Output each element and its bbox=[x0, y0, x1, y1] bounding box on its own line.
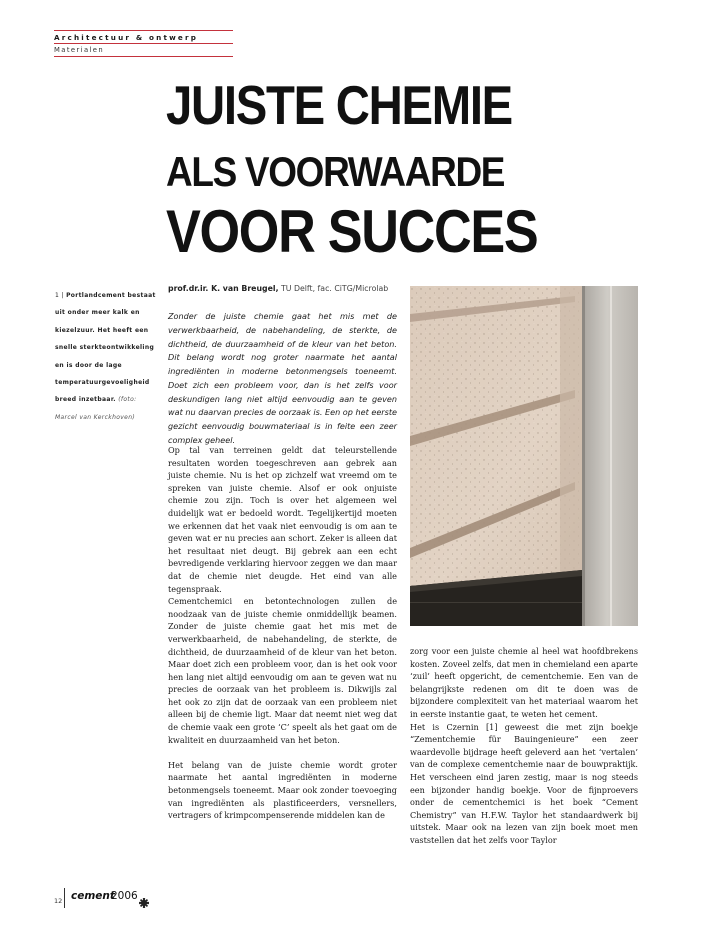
body-paragraph: Het belang van de juiste chemie wordt groter naarmate het aantal ingrediënten in moderne betonmengsels toeneemt. Maar ook zonder toevoeging van ingrediënten als plastificeerders, versnellers, vertragers of krimpcompenserende middelen kan de bbox=[168, 759, 397, 821]
body-paragraph: Op tal van terreinen geldt dat teleurstellende resultaten worden toegeschreven aan gebrek aan juiste chemie. Nu is het op zichzelf wat vreemd om te spreken van juiste chemie. Alsof er ook onjuiste chemie zou zijn. Toch is over het algemeen wel duidelijk wat er bedoeld wordt. Tegelijkertijd moeten we erkennen dat het vaak niet eenvoudig is om aan te geven wat er nu precies aan schort. Zeker is alleen dat het resultaat niet deugt. Bij gebrek aan een echt bevredigende verklaring hiervoor zeggen we dan maar dat de chemie niet deugde. Het eind van alle tegenspraak. bbox=[168, 445, 397, 594]
body-paragraph: Het is Czernin [1] geweest die met zijn boekje “Zementchemie für Bauingenieure” een zeer waardevolle bijdrage heeft geleverd aan het ‘vertalen’ van de complexe cementchemie naar de bouwpraktijk. Het verscheen eind jaren zestig, maar is nog steeds een bijzonder handig boekje. Voor de fijnproevers onder de cementchemici is het boek “Cement Chemistry” van H.F.W. Taylor het standaardwerk bij uitstek. Maar ook na lezen van zijn boek moet men vaststellen dat het zelfs voor Taylor bbox=[410, 721, 638, 845]
author-line bbox=[168, 284, 388, 293]
footer-divider bbox=[64, 888, 65, 908]
magazine-year: 2006 bbox=[111, 890, 138, 902]
title-line-1: JUISTE CHEMIE bbox=[166, 74, 512, 136]
body-column-2 bbox=[410, 645, 638, 847]
lead-paragraph: Zonder de juiste chemie gaat het mis met de verwerkbaarheid, de nabehandeling, de sterkte, de dichtheid, de duurzaamheid of de kleur van het beton. Dit belang wordt nog groter naarmate het aantal ingrediënten in moderne betonmengsels toeneemt. Doet zich een probleem voor, dan is het zelfs voor deskundigen lang niet altijd eenvoudig aan te geven wat nu daarvan precies de oorzaak is. Een op het eerste gezicht eenvoudig bouwmateriaal is in feite een zeer complex geheel. bbox=[168, 311, 397, 445]
body-paragraph: zorg voor een juiste chemie al heel wat hoofdbrekens kosten. Zoveel zelfs, dat men in chemieland een aparte ‘zuil’ heeft opgericht, de cementchemie. Een van de belangrijkste redenen om dit te doen was de bijzondere complexiteit van het materiaal waarom het in eerste instantie gaat, te weten het cement. bbox=[410, 646, 638, 719]
page-number: 12 bbox=[54, 897, 63, 905]
header-middle-rule bbox=[54, 43, 233, 44]
caption-text: Portlandcement bestaat uit onder meer kalk en kiezelzuur. Het heeft een snelle sterkteontwikkeling en is door de lage temperatuurgevoeligheid breed inzetbaar. bbox=[55, 292, 156, 404]
series-label: Architectuur & ontwerp bbox=[54, 33, 199, 42]
author-affiliation: TU Delft, fac. CiTG/Microlab bbox=[281, 284, 389, 293]
header-top-rule bbox=[54, 30, 233, 31]
caption-credit: (foto: Marcel van Kerckhoven) bbox=[55, 396, 137, 421]
body-paragraph: Cementchemici en betontechnologen zullen de noodzaak van de juiste chemie onmiddellijk beamen. Zonder de juiste chemie gaat het mis met de verwerkbaarheid, de nabehandeling, de sterkte, de dichtheid, de duurzaamheid of de kleur van het beton. Maar doet zich een probleem voor, dan is het ook voor hen lang niet altijd eenvoudig om aan te geven wat nu precies de oorzaak van het probleem is. Dikwijls zal het ook zo zijn dat de oorzaak van een probleem niet alleen bij de chemie ligt. Maar dat neemt niet weg dat de chemie vaak een grote ‘C’ speelt als het gaat om de kwaliteit en duurzaamheid van het beton. bbox=[168, 596, 397, 745]
magazine-name: cement bbox=[71, 890, 115, 902]
author-name: prof.dr.ir. K. van Breugel, bbox=[168, 284, 279, 293]
body-column-1 bbox=[168, 444, 397, 822]
caption-number: 1 | bbox=[55, 292, 64, 299]
cement-logo-icon bbox=[139, 893, 149, 912]
photo-caption bbox=[55, 287, 157, 426]
section-label: Materialen bbox=[54, 46, 105, 54]
header-bottom-rule bbox=[54, 56, 233, 57]
title-line-3: VOOR SUCCES bbox=[166, 198, 538, 265]
concrete-wall-photo bbox=[410, 286, 638, 626]
title-line-2: ALS VOORWAARDE bbox=[166, 148, 505, 195]
